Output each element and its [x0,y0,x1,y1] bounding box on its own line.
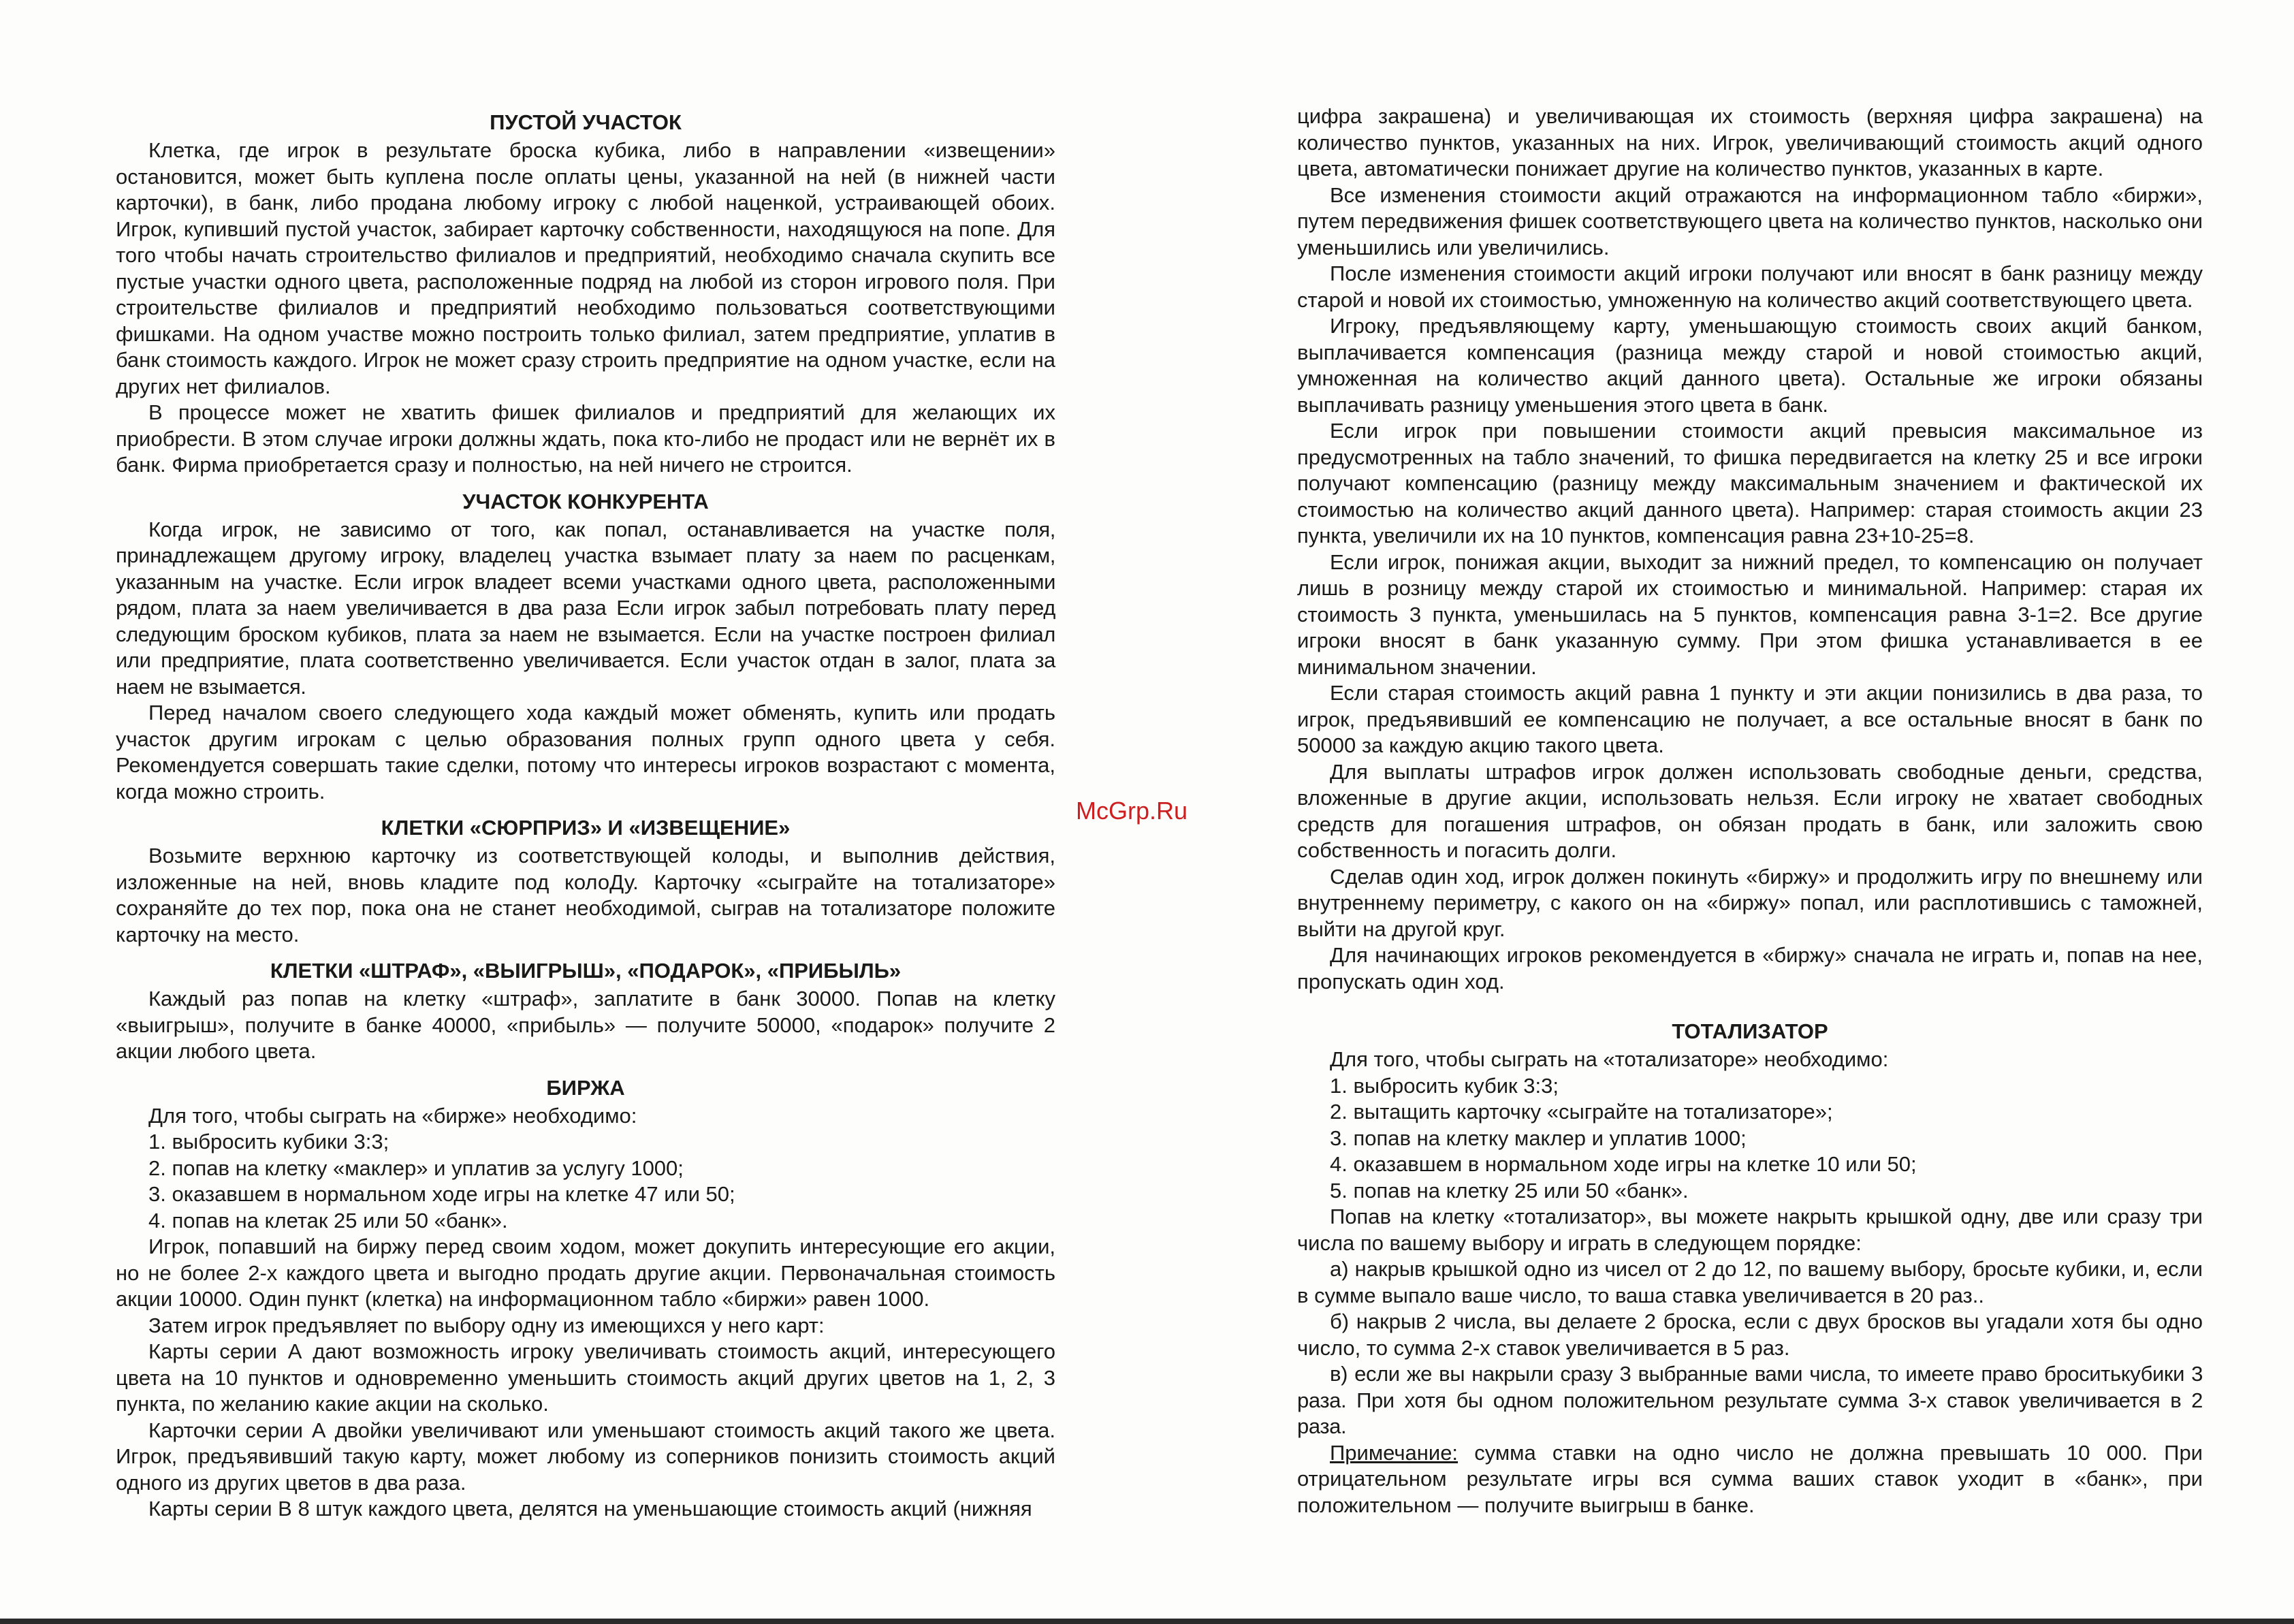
paragraph: Клетка, где игрок в результате броска кубика, либо в направлении «извещении» остановится, может быть куплена после оплаты цены, указанной на ней (в нижней части карточки), в банк, либо продана любому игроку с любой наценкой, устраивающей обоих. Игрок, купивший пустой участок, забирает карточку собственности, находящуюся на попе. Для того чтобы начать строительство филиалов и предприятий, необходимо сначала скупить все пустые участки одного цвета, расположенные подряд на любой из сторон игрового поля. При строительстве филиалов и предприятий необходимо пользоваться соответствующими фишками. На одном участве можно построить только филиал, затем предприятие, уплатив в банк стоимость каждого. Игрок не может сразу строить предприятие на одном участке, если на других нет филиалов. [116,138,1055,398]
paragraph: Игроку, предъявляющему карту, уменьшающую стоимость своих акций банком, выплачивается компенсация (разница между старой и новой стоимостью акций, умноженная на количество акций данного цвета). Остальные же игроки обязаны выплачивать разницу уменьшения этого цвета в банк. [1297,314,2203,417]
section-title-totalizator: ТОТАЛИЗАТОР [1672,1019,1828,1043]
paragraph: Для выплаты штрафов игрок должен использовать свободные деньги, средства, вложенные в другие акции, использовать нельзя. Если игроку не хватает свободных средств для погашения штрафов, он обязан продать в банк, или заложить свою собственность и погасить долги. [1297,759,2203,862]
watermark: McGrp.Ru [1076,797,1188,825]
paragraph: В процессе может не хватить фишек филиалов и предприятий для желающих их приобрести. В этом случае игроки должны ждать, пока кто-либо не продаст или не вернёт их в банк. Фирма приобретается сразу и полностью, на ней ничего не строится. [116,400,1055,477]
paragraph: Перед началом своего следующего хода каждый может обменять, купить или продать участок другим игрокам с целью образования полных групп одного цвета у себя. Рекомендуется совершать такие сделки, потому что интересы игроков возрастают с момента, когда можно строить. [116,701,1055,803]
scan-bottom-edge [0,1619,2294,1624]
paragraph: Для того, чтобы сыграть на «бирже» необходимо: [148,1103,637,1128]
list-item: 4. оказавшем в нормальном ходе игры на клетке 10 или 50; [1330,1152,1917,1176]
paragraph: цифра закрашена) и увеличивающая их стоимость (верхняя цифра закрашена) на количество пунктов, указанных на них. Игрок, увеличивающий стоимость акций одного цвета, автоматически понижает другие на количество пунктов, указанных в карте. [1297,104,2203,180]
note-text: сумма ставки на одно число не должна превышать 10 000. При отрицательном результате игры вся сумма ваших ставок уходит в «банк», при положительном — получите выигрыш в банке. [1297,1440,2203,1517]
list-item: 2. вытащить карточку «сыграйте на тотализаторе»; [1330,1100,1833,1124]
paragraph: Попав на клетку «тотализатор», вы можете накрыть крышкой одну, две или сразу три числа по вашему выбору и играть в следующем порядке: [1297,1205,2203,1255]
paragraph: в) если же вы накрыли сразу 3 выбранные вами числа, то имеете право броситькубики 3 раза. При хотя бы одном положительном результате сумма 3-х ставок увеличивается в 2 раза. [1297,1362,2203,1438]
paragraph: б) накрыв 2 числа, вы делаете 2 броска, если с двух бросков вы угадали хотя бы одно число, то сумма 2-х ставок увеличивается в 5 раз. [1297,1309,2203,1360]
list-item: 5. попав на клетку 25 или 50 «банк». [1330,1178,1689,1203]
section-title-competitor-plot: УЧАСТОК КОНКУРЕНТА [462,489,709,513]
paragraph: а) накрыв крышкой одно из чисел от 2 до 12, по вашему выбору, бросьте кубики, и, если в сумме выпало ваше число, то ваша ставка увеличивается в 20 раз.. [1297,1257,2203,1307]
paragraph: Карты серии А дают возможность игроку увеличивать стоимость акций, интересующего цвета на 10 пунктов и одновременно уменьшить стоимость акций других цветов на 1, 2, 3 пункта, по желанию какие акции на сколько. [116,1339,1055,1416]
paragraph: Когда игрок, не зависимо от того, как попал, останавливается на участке поля, принадлежащем другому игроку, владелец участка взымает плату за наем по расценкам, указанным на участке. Если игрок владеет всеми участками одного цвета, расположенными рядом, плата за наем увеличивается в два раза Если игрок забыл потребовать плату перед следующим броском кубиков, плата за наем не взымается. Если на участке построен филиал или предприятие, плата соответственно увеличивается. Если участок отдан в залог, плата за наем не взымается. [116,517,1055,699]
paragraph: Сделав один ход, игрок должен покинуть «биржу» и продолжить игру по внешнему или внутреннему периметру, с какого он на «биржу» попал, или расплотившись с таможней, выйти на другой круг. [1297,864,2203,941]
paragraph: Если старая стоимость акций равна 1 пункту и эти акции понизились в два раза, то игрок, предъявивший ее компенсацию не получает, а все остальные вносят в банк по 50000 за каждую акцию такого цвета. [1297,681,2203,757]
list-item: 2. попав на клетку «маклер» и уплатив за услугу 1000; [148,1156,684,1180]
left-page [116,109,1055,1523]
paragraph: После изменения стоимости акций игроки получают или вносят в банк разницу между старой и новой их стоимостью, умноженную на количество акций соответствующего цвета. [1297,261,2203,312]
section-title-empty-plot: ПУСТОЙ УЧАСТОК [490,110,682,134]
paragraph: Затем игрок предъявляет по выбору одну из имеющихся у него карт: [148,1313,825,1337]
list-item: 3. попав на клетку маклер и уплатив 1000; [1330,1126,1747,1150]
paragraph: Для того, чтобы сыграть на «тотализаторе» необходимо: [1330,1047,1889,1071]
right-page [1297,104,2203,1518]
section-title-exchange: БИРЖА [546,1075,625,1100]
paragraph: Карточки серии А двойки увеличивают или уменьшают стоимость акций такого же цвета. Игрок, предъявивший такую карту, может любому из соперников понизить стоимость акций одного из других цветов в два раза. [116,1418,1055,1495]
paragraph: Если игрок при повышении стоимости акций превысия максимальное из предусмотренных на табло значений, то фишка передвигается на клетку 25 и все игроки получают компенсацию (разницу между максимальным значением и фактической их стоимостью на количество акций данного цвета). Например: старая стоимость акции 23 пункта, увеличили их на 10 пунктов, компенсация равна 23+10-25=8. [1297,419,2203,547]
paragraph: Игрок, попавший на биржу перед своим ходом, может докупить интересующие его акции, но не более 2-х каждого цвета и выгодно продать другие акции. Первоначальная стоимость акции 10000. Один пункт (клетка) на информационном табло «биржи» равен 1000. [116,1235,1055,1311]
paragraph: Возьмите верхнюю карточку из соответствующей колоды, и выполнив действия, изложенные на ней, вновь кладите под колоДу. Карточку «сыграйте на тотализаторе» сохраняйте до тех пор, пока она не станет необходимой, сыграв на тотализаторе положите карточку на место. [116,844,1055,946]
paragraph: Все изменения стоимости акций отражаются на информационном табло «биржи», путем передвижения фишек соответствующего цвета на количество пунктов, насколько они уменьшились или увеличились. [1297,182,2203,259]
list-item: 1. выбросить кубики 3:3; [148,1130,389,1153]
list-item: 4. попав на клетак 25 или 50 «банк». [148,1208,508,1232]
paragraph: Карты серии В 8 штук каждого цвета, делятся на уменьшающие стоимость акций (нижняя [148,1497,1032,1520]
list-item: 3. оказавшем в нормальном ходе игры на клетке 47 или 50; [148,1182,735,1206]
paragraph: Для начинающих игроков рекомендуется в «биржу» сначала не играть и, попав на нее, пропускать один ход. [1297,943,2203,993]
paragraph: Если игрок, понижая акции, выходит за нижний предел, то компенсацию он получает лишь в розницу между старой их стоимостью и минимальной. Например: старая их стоимость 3 пункта, уменьшилась на 5 пунктов, компенсация равна 3-1=2. Все другие игроки вносят в банк указанную сумму. При этом фишка устанавливается в ее минимальном значении. [1297,550,2203,679]
note-paragraph [1297,1440,2203,1519]
note-label: Примечание: [1330,1440,1459,1465]
paragraph: Каждый раз попав на клетку «штраф», заплатите в банк 30000. Попав на клетку «выигрыш», получите в банке 40000, «прибыль» — получите 50000, «подарок» получите 2 акции любого цвета. [116,987,1055,1063]
list-item: 1. выбросить кубик 3:3; [1330,1073,1559,1098]
section-title-penalty-win-gift-profit: КЛЕТКИ «ШТРАФ», «ВЫИГРЫШ», «ПОДАРОК», «ПРИБЫЛЬ» [270,959,902,983]
section-title-surprise-notice: КЛЕТКИ «СЮРПРИЗ» И «ИЗВЕЩЕНИЕ» [381,816,791,840]
